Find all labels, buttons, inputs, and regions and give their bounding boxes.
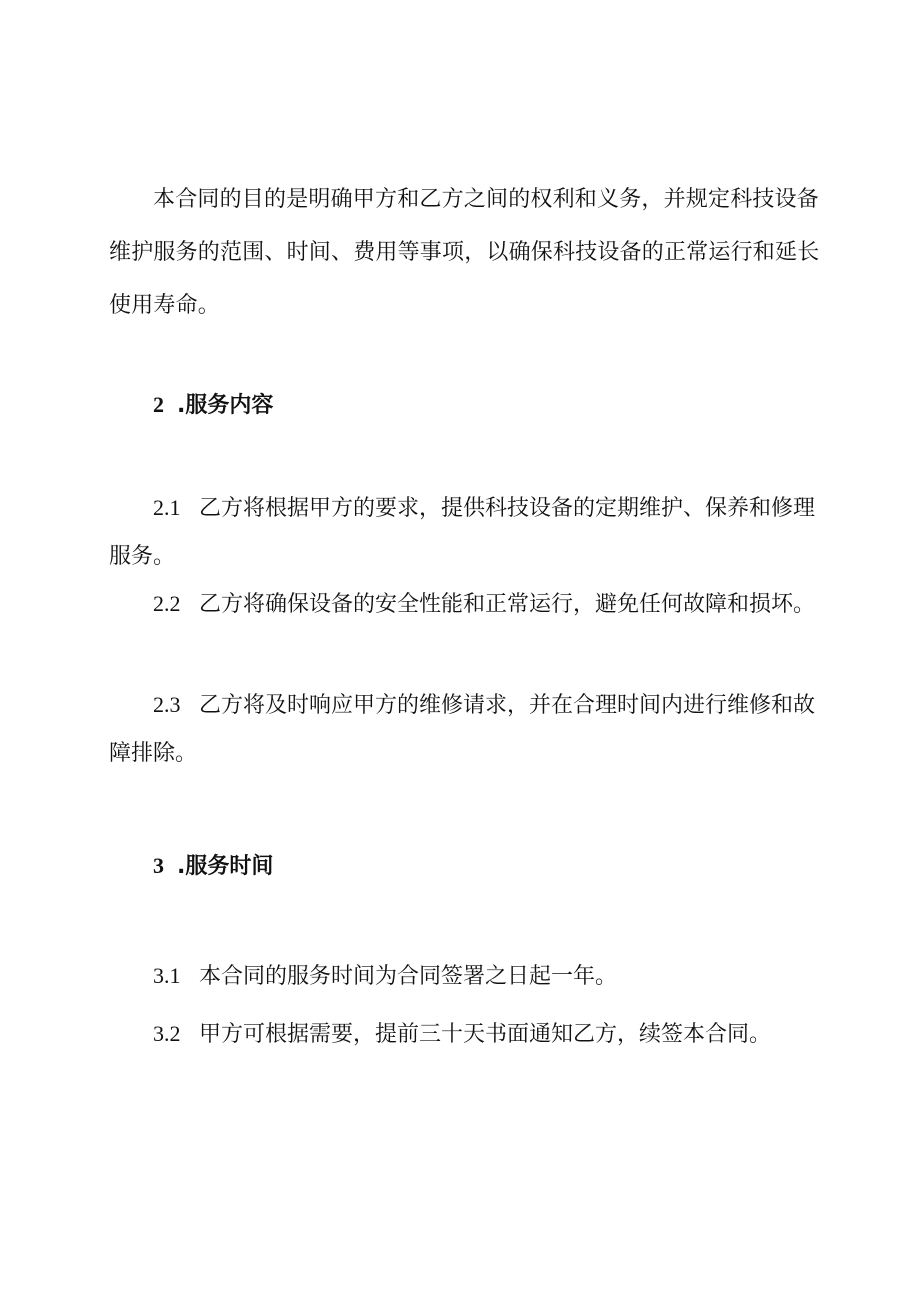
clause-text: 乙方将根据甲方的要求，提供科技设备的定期维护、保养和修理服务。 (109, 496, 816, 569)
clause-2-2 (109, 580, 827, 629)
clause-text: 本合同的服务时间为合同签署之日起一年。 (199, 964, 618, 989)
clause-3-2 (109, 1010, 827, 1059)
clause-3-1 (109, 952, 827, 1001)
intro-paragraph: 本合同的目的是明确甲方和乙方之间的权利和义务，并规定科技设备维护服务的范围、时间、费用等事项，以确保科技设备的正常运行和延长使用寿命。 (109, 187, 820, 318)
clause-number: 2.1 (153, 495, 181, 520)
clause-number: 3.2 (153, 1021, 181, 1046)
section-number: 3 (153, 853, 164, 878)
clause-text: 乙方将确保设备的安全性能和正常运行，避免任何故障和损坏。 (199, 592, 816, 617)
clause-number: 3.1 (153, 963, 181, 988)
section-heading-2 (153, 390, 273, 421)
clause-2-3 (109, 681, 827, 778)
clause-text: 甲方可根据需要，提前三十天书面通知乙方，续签本合同。 (199, 1022, 772, 1047)
section-heading-3 (153, 851, 273, 882)
clause-text: 乙方将及时响应甲方的维修请求，并在合理时间内进行维修和故障排除。 (109, 693, 816, 766)
clause-number: 2.2 (153, 591, 181, 616)
clause-number: 2.3 (153, 692, 181, 717)
clause-2-1 (109, 484, 827, 581)
section-title: .服务时间 (177, 854, 274, 879)
section-number: 2 (153, 392, 164, 417)
section-title: .服务内容 (177, 393, 274, 418)
